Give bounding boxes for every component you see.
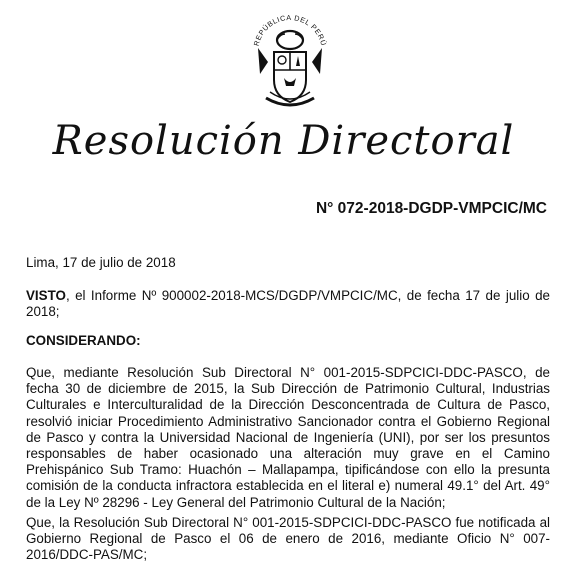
considerando-heading: CONSIDERANDO: xyxy=(26,333,141,348)
visto-text: , el Informe Nº 900002-2018-MCS/DGDP/VMPCIC/MC, de fecha 17 de julio de 2018; xyxy=(26,288,550,320)
visto-paragraph xyxy=(26,288,550,320)
coat-of-arms-seal xyxy=(248,8,332,114)
paragraph-2: Que, la Resolución Sub Directoral N° 001-2015-SDPCICI-DDC-PASCO fue notificada al Gobierno Regional de Pasco el 06 de enero de 2016, mediante Oficio N° 007-2016/DDC-PAS/MC; xyxy=(26,515,550,563)
resolution-number: N° 072-2018-DGDP-VMPCIC/MC xyxy=(315,200,547,217)
date-line: Lima, 17 de julio de 2018 xyxy=(26,255,176,270)
seal-ring-text: REPÚBLICA DEL PERÚ xyxy=(251,12,329,47)
paragraph-1: Que, mediante Resolución Sub Directoral N° 001-2015-SDPCICI-DDC-PASCO, de fecha 30 de diciembre de 2015, la Sub Dirección de Patrimonio Cultural, Industrias Culturales e Interculturalidad de la Dirección Desconcentrada de Cultura de Pasco, resolvió iniciar Procedimiento Administrativo Sancionador contra el Gobierno Regional de Pasco y contra la Universidad Nacional de Ingeniería (UNI), por ser los presuntos responsables de haber ocasionado una alteración muy grave en el Camino Prehispánico Sub Tramo: Huachón – Mallapampa, tipificándose con ello la presunta comisión de la conducta infractora establecida en el literal e) numeral 49.1° del Art. 49° de la Ley Nº 28296 - Ley General del Patrimonio Cultural de la Nación; xyxy=(26,365,550,510)
document-title: Resolución Directoral xyxy=(52,118,515,164)
visto-label: VISTO xyxy=(26,288,66,303)
